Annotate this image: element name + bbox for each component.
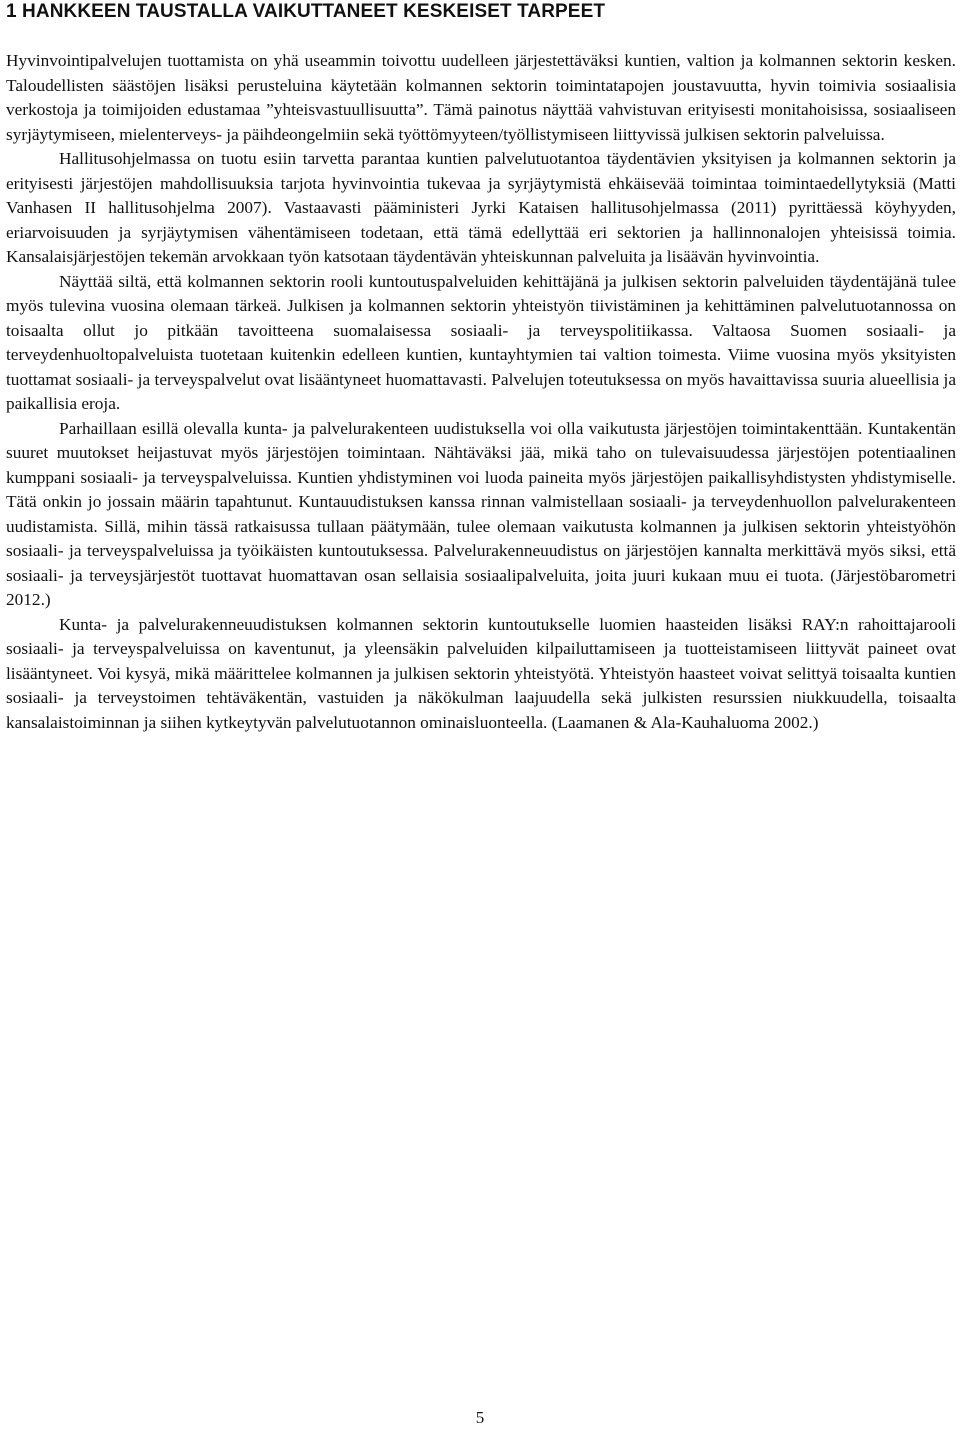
paragraph-4: Parhaillaan esillä olevalla kunta- ja palvelurakenteen uudistuksella voi olla vaikutusta järjestöjen toimintakenttään. Kuntakentän suuret muutokset heijastuvat myös järjestöjen toimintaan. Nähtäväksi jää, mikä taho on tulevaisuudessa järjestöjen potentiaalinen kumppani sosiaali- ja terveyspalveluissa. Kuntien yhdistyminen voi luoda paineita myös järjestöjen paikallisyhdistysten yhdistymiselle. Tätä onkin jo jossain määrin tapahtunut. Kuntauudistuksen kanssa rinnan valmistellaan sosiaali- ja terveydenhuollon palvelurakenteen uudistamista. Sillä, mihin tässä ratkaisussa tullaan päätymään, tulee olemaan vaikutusta kolmannen ja julkisen sektorin yhteistyöhön sosiaali- ja terveyspalveluissa ja työikäisten kuntoutuksessa. Palvelurakenneuudistus on järjestöjen kannalta merkittävä myös siksi, että sosiaali- ja terveysjärjestöt tuottavat huomattavan osan sellaisia sosiaalipalveluita, joita juuri kukaan muu ei tuota. (Järjestöbarometri 2012.) bbox=[6, 418, 956, 609]
body-text bbox=[6, 49, 956, 735]
paragraph-3: Näyttää siltä, että kolmannen sektorin rooli kuntoutuspalveluiden kehittäjänä ja julkisen sektorin palveluiden täydentäjänä tulee myös tulevina vuosina olemaan tärkeä. Julkisen ja kolmannen sektorin yhteistyön tiivistäminen ja kehittäminen palvelutuotannossa on toisaalta ollut jo pitkään tavoitteena suomalaisessa sosiaali- ja terveyspolitiikassa. Valtaosa Suomen sosiaali- ja terveydenhuoltopalveluista tuotetaan kuitenkin edelleen kuntien, kuntayhtymien tai valtion toimesta. Viime vuosina myös yksityisten tuottamat sosiaali- ja terveyspalvelut ovat lisääntyneet huomattavasti. Palvelujen toteutuksessa on myös havaittavissa suuria alueellisia ja paikallisia eroja. bbox=[6, 271, 956, 413]
page-number: 5 bbox=[475, 1408, 485, 1427]
paragraph-5: Kunta- ja palvelurakenneuudistuksen kolmannen sektorin kuntoutukselle luomien haasteiden lisäksi RAY:n rahoittajarooli sosiaali- ja terveyspalveluissa on kaventunut, ja yleensäkin palveluiden kilpailuttamiseen ja tuotteistamiseen liittyvät paineet ovat lisääntyneet. Voi kysyä, mikä määrittelee kolmannen ja julkisen sektorin yhteistyötä. Yhteistyön haasteet voivat selittyä toisaalta kuntien sosiaali- ja terveystoimen tehtäväkentän, vastuiden ja näkökulman laajuudella sekä julkisten resurssien niukkuudella, toisaalta kansalaistoiminnan ja siihen kytkeytyvän palvelutuotannon ominaisluonteella. (Laamanen & Ala-Kauhaluoma 2002.) bbox=[6, 614, 956, 732]
paragraph-2: Hallitusohjelmassa on tuotu esiin tarvetta parantaa kuntien palvelutuotantoa täydentävien yksityisen ja kolmannen sektorin ja erityisesti järjestöjen mahdollisuuksia tarjota hyvinvointia tukevaa ja syrjäytymistä ehkäisevää toimintaa toimintaedellytyksiä (Matti Vanhasen II hallitusohjelma 2007). Vastaavasti pääministeri Jyrki Kataisen hallitusohjelmassa (2011) pyrittäessä köyhyyden, eriarvoisuuden ja syrjäytymisen vähentämiseen todetaan, että tämä edellyttää eri sektorien ja hallinnonalojen yhteisissä toimia. Kansalaisjärjestöjen tekemän arvokkaan työn katsotaan täydentävän yhteiskunnan palveluita ja lisäävän hyvinvointia. bbox=[6, 149, 956, 266]
section-heading: 1 HANKKEEN TAUSTALLA VAIKUTTANEET KESKEISET TARPEET bbox=[6, 1, 606, 22]
paragraph-1: Hyvinvointipalvelujen tuottamista on yhä useammin toivottu uudelleen järjestettäväksi kuntien, valtion ja kolmannen sektorin kesken. Taloudellisten säästöjen lisäksi perusteluina käytetään kolmannen sektorin toimintatapojen joustavuutta, hyvin toimivia sosiaalisia verkostoja ja toimijoiden edustamaa ”yhteisvastuullisuutta”. Tämä painotus näyttää vahvistuvan erityisesti monitahoisissa, sosiaaliseen syrjäytymiseen, mielenterveys- ja päihdeongelmiin sekä työttömyyteen/työllistymiseen liittyvissä julkisen sektorin palveluissa. bbox=[6, 51, 956, 144]
